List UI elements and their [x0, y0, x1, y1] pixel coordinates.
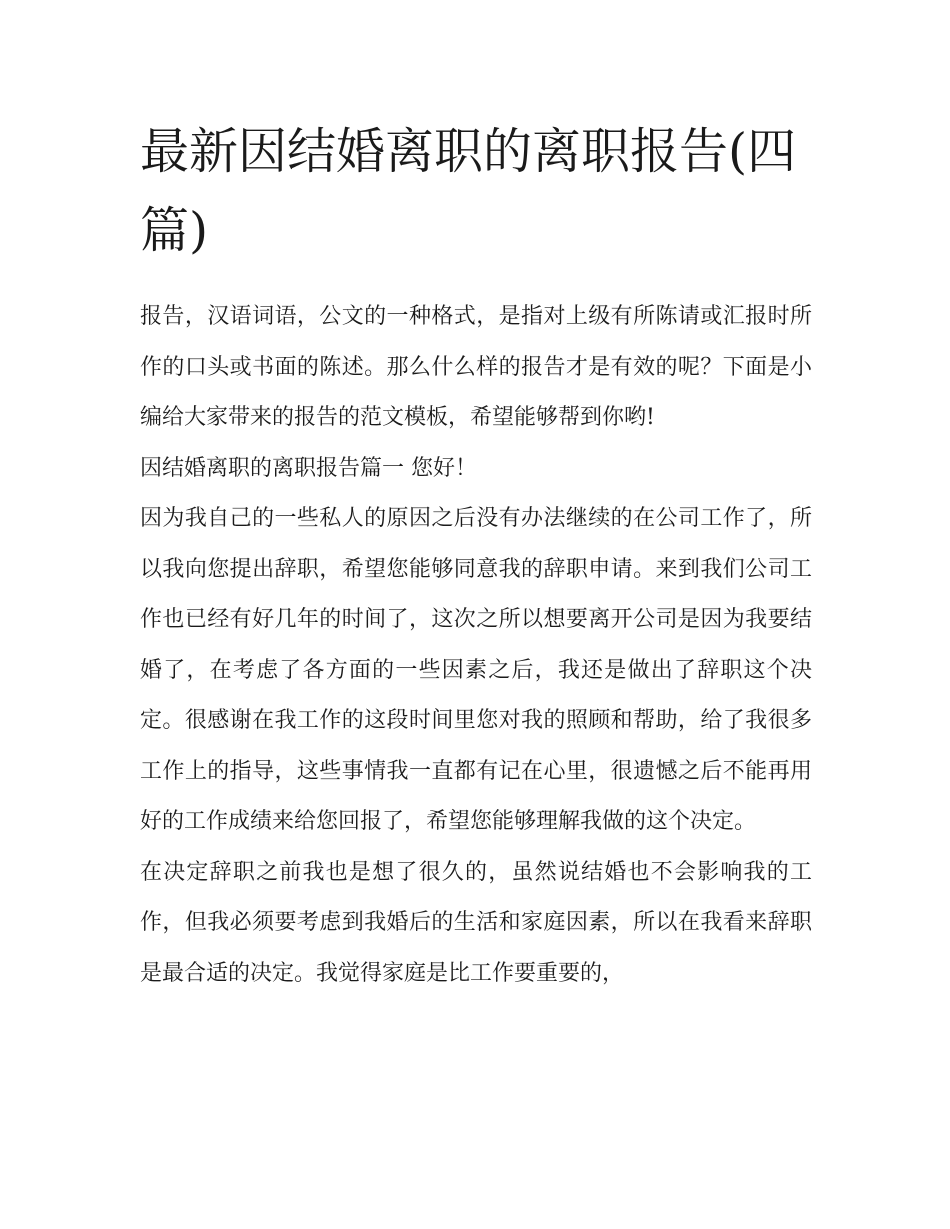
intro-paragraph: 报告，汉语词语，公文的一种格式，是指对上级有所陈请或汇报时所作的口头或书面的陈述。那么什么样的报告才是有效的呢？下面是小编给大家带来的报告的范文模板，希望能够帮到你哟! [140, 304, 812, 430]
section-heading-paragraph: 因结婚离职的离职报告篇一 您好！ [140, 455, 477, 481]
document-body [140, 112, 812, 999]
body-paragraph: 在决定辞职之前我也是想了很久的，虽然说结婚也不会影响我的工作，但我必须要考虑到我婚后的生活和家庭因素，所以在我看来辞职是最合适的决定。我觉得家庭是比工作要重要的， [140, 859, 812, 986]
body-paragraph: 因为我自己的一些私人的原因之后没有办法继续的在公司工作了，所以我向您提出辞职，希望您能够同意我的辞职申请。来到我们公司工作也已经有好几年的时间了，这次之所以想要离开公司是因为我要结婚了，在考虑了各方面的一些因素之后，我还是做出了辞职这个决定。很感谢在我工作的这段时间里您对我的照顾和帮助，给了我很多工作上的指导，这些事情我一直都有记在心里，很遗憾之后不能再用好的工作成绩来给您回报了，希望您能够理解我做的这个决定。 [140, 506, 812, 834]
document-title: 最新因结婚离职的离职报告(四篇) [140, 123, 797, 259]
